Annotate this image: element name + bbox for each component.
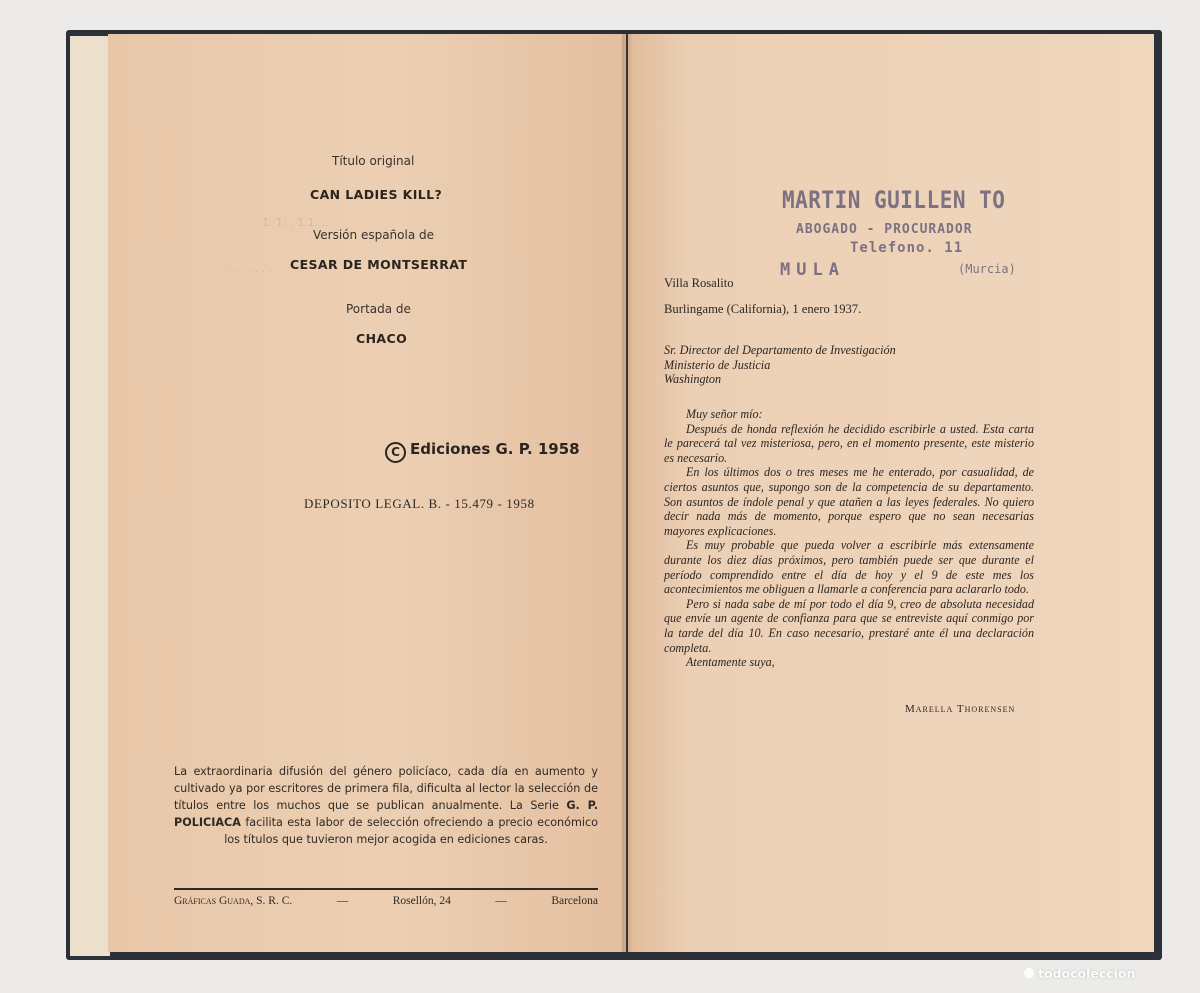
letter-greeting: Muy señor mío:: [686, 407, 763, 421]
letter-paragraph: Es muy probable que pueda volver a escribirle más extensamente durante los diez días próximos, pero también puede ser que durante el período comprendido entre el día de hoy y el 9 de este mes los acontecimientos me obliguen a llamarle a conferencia para aclararlo todo.: [664, 538, 1034, 597]
stamp-phone: Telefono. 11: [850, 240, 964, 256]
recipient-line: Ministerio de Justicia: [664, 357, 771, 372]
stamp-name: MARTIN GUILLEN TO: [782, 186, 1006, 214]
letter-place: Villa Rosalito: [664, 276, 734, 290]
letter-body: [664, 407, 1034, 670]
bleed-through-text: 1. 1: . 1.1. ...: [262, 216, 333, 229]
printer-address: Rosellón, 24: [392, 895, 451, 907]
original-title-label: Título original: [332, 154, 415, 168]
copyright-icon: C: [385, 442, 406, 463]
footer-dash: —: [495, 895, 507, 907]
letter-dateline: Burlingame (California), 1 enero 1937.: [664, 302, 862, 316]
watermark: [1024, 966, 1135, 981]
letter-paragraph: En los últimos dos o tres meses me he enterado, por casualidad, de ciertos asuntos que, supongo son de la competencia de su departamento. Son asuntos de índole penal y que atañen a las leyes federales. No quiero decir nada más de momento, porque espero que no sean necesarias mayores explicaciones.: [664, 465, 1034, 538]
legal-deposit: DEPOSITO LEGAL. B. - 15.479 - 1958: [304, 496, 535, 511]
cover-artist: CHACO: [356, 331, 408, 346]
printer-city: Barcelona: [551, 895, 598, 907]
blurb-text-1: La extraordinaria difusión del género policíaco, cada día en aumento y cultivado ya por escritores de primera fila, dificulta al lector la selección de títulos entre los muchos que se publican anualmente. La Serie: [174, 765, 598, 812]
cover-label: Portada de: [346, 302, 411, 316]
spanish-version-label: Versión española de: [313, 228, 434, 242]
footer-rule: [174, 888, 598, 890]
letter-paragraph: Después de honda reflexión he decidido escribirle a usted. Esta carta le parecerá tal vez misteriosa, pero, en el momento presente, este misterio es necesario.: [664, 421, 1034, 465]
letter-recipient: [664, 343, 896, 387]
recipient-line: Washington: [664, 372, 722, 386]
stamp-profession: ABOGADO - PROCURADOR: [796, 222, 973, 237]
printer-name: Gráficas Guada, S. R. C.: [174, 895, 293, 907]
page-gutter: [622, 34, 632, 952]
letter-signature: Marella Thorensen: [905, 703, 1016, 715]
bleed-through-text: .. . . . . .: [230, 262, 272, 275]
letter-paragraph: Pero si nada sabe de mí por todo el día 9, creo de absoluta necesidad que envíe un agente de confianza para que se entreviste aquí conmigo por la tarde del día 10. En caso necesario, prestaré ante él una declaración completa.: [664, 596, 1034, 655]
watermark-text: todocoleccion: [1038, 966, 1136, 981]
stamp-region: (Murcia): [958, 262, 1016, 276]
copyright-line: [385, 440, 580, 463]
original-title: CAN LADIES KILL?: [310, 187, 443, 202]
publisher-year: Ediciones G. P. 1958: [410, 440, 580, 458]
recipient-line: Sr. Director del Departamento de Investigación: [664, 343, 896, 357]
stamp-town: MULA: [780, 260, 845, 280]
watermark-logo-icon: [1024, 968, 1034, 978]
spine-strip: [70, 36, 110, 956]
series-blurb: [174, 763, 598, 848]
blurb-text-2: facilita esta labor de selección ofreciendo a precio económico los títulos que tuvieron mejor acogida en ediciones caras.: [224, 816, 598, 846]
letter-closing: Atentamente suya,: [686, 655, 775, 670]
series-name: G. P. POLICIACA: [174, 799, 598, 829]
footer-dash: —: [336, 895, 349, 907]
printer-footer: [174, 895, 598, 907]
translator-name: CESAR DE MONTSERRAT: [290, 257, 468, 272]
